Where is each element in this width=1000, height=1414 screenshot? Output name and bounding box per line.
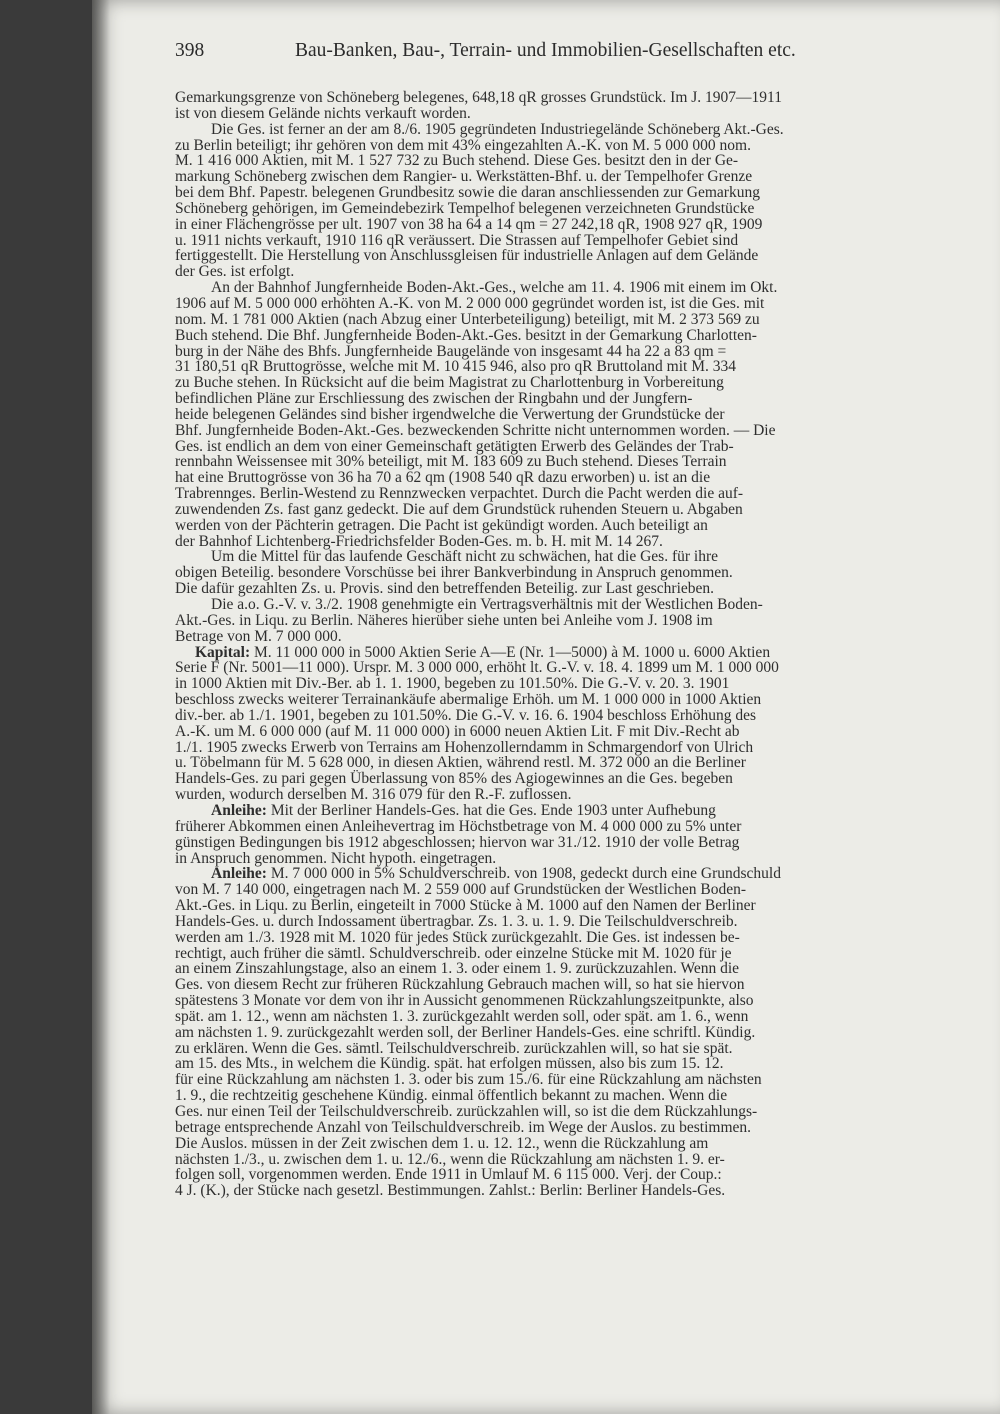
line-text: Buch stehend. Die Bhf. Jungfernheide Boden-Akt.-Ges. besitzt in der Gemarkung Charlotten-	[175, 326, 757, 344]
line-text: spät. am 1. 12., wenn am nächsten 1. 3. zurückgezahlt werden soll, oder spät. am 1. 6., wenn	[175, 1007, 749, 1025]
text-line	[175, 122, 1000, 138]
text-line	[175, 201, 1000, 217]
text-line	[175, 581, 1000, 597]
running-title: Bau-Banken, Bau-, Terrain- und Immobilien-Gesellschaften etc.	[295, 40, 796, 61]
line-text: Um die Mittel für das laufende Geschäft nicht zu schwächen, hat die Ges. für ihre	[211, 548, 719, 566]
line-text: rennbahn Weissensee mit 30% beteiligt, mit M. 183 609 zu Buch stehend. Dieses Terrain	[175, 453, 727, 471]
line-text: obigen Beteilig. besondere Vorschüsse bei ihrer Bankverbindung in Anspruch genommen.	[175, 564, 733, 582]
text-line	[175, 851, 1000, 867]
line-text: zu Berlin beteiligt; ihr gehören von dem mit 43% eingezahlten A.-K. von M. 5 000 000 nom.	[175, 136, 751, 154]
line-text: zu erklären. Wenn die Ges. sämtl. Teilschuldverschreib. zurückzahlen will, so hat sie spät.	[175, 1039, 733, 1057]
text-line	[175, 930, 1000, 946]
text-line	[175, 153, 1000, 169]
text-line	[175, 391, 1000, 407]
text-line	[175, 185, 1000, 201]
line-text: Ges. nur einen Teil der Teilschuldverschreib. zurückzahlen will, so ist die dem Rückzahlungs-	[175, 1103, 758, 1120]
text-line	[175, 835, 1000, 851]
text-line	[175, 1056, 1000, 1072]
line-text: 1. 9., die rechtzeitig geschehene Kündig. einmal öffentlich bekannt zu machen. Wenn die	[175, 1087, 728, 1105]
text-line	[175, 296, 1000, 312]
line-text: in Anspruch genommen. Nicht hypoth. eingetragen.	[175, 849, 497, 867]
line-text: zuwendenden Zs. fast ganz gedeckt. Die auf dem Grundstück ruhenden Steuern u. Abgaben	[175, 500, 743, 518]
text-line	[175, 549, 1000, 565]
text-line	[175, 248, 1000, 264]
line-text: befindlichen Pläne zur Erschliessung des zwischen der Ringbahn und der Jungfern-	[175, 390, 693, 408]
line-text: burg in der Nähe des Bhfs. Jungfernheide Baugelände von insgesamt 44 ha 22 a 83 qm =	[175, 342, 727, 360]
line-text: Bhf. Jungfernheide Boden-Akt.-Ges. bezweckenden Schritte nicht unternommen worden. — Die	[175, 421, 776, 439]
text-line	[175, 1136, 1000, 1152]
line-text: Ges. von diesem Recht zur früheren Rückzahlung Gebrauch machen will, so hat sie hiervon	[175, 976, 745, 994]
line-text: Die Ges. ist ferner an der am 8./6. 1905 gegründeten Industriegelände Schöneberg Akt.-Ges.	[211, 120, 784, 138]
text-line	[175, 676, 1000, 692]
line-text: rechtigt, auch früher die sämtl. Schuldverschreib. oder einzelne Stücke mit M. 1020 für je	[175, 944, 732, 962]
line-text: 31 180,51 qR Bruttogrösse, welche mit M. 10 415 946, also pro qR Bruttoland mit M. 334	[175, 358, 736, 376]
text-line	[175, 1009, 1000, 1025]
line-text: werden am 1./3. 1928 mit M. 1020 für jedes Stück zurückgezahlt. Die Ges. ist indessen be-	[175, 928, 740, 946]
text-line	[175, 407, 1000, 423]
line-text: früherer Abkommen einen Anleihevertrag im Höchstbetrage von M. 4 000 000 zu 5% unter	[175, 817, 742, 835]
text-line	[175, 534, 1000, 550]
line-text: beschloss zwecks weiterer Terrainankäufe abermalige Erhöh. um M. 1 000 000 in 1000 Aktien	[175, 691, 762, 709]
text-line	[175, 1088, 1000, 1104]
text-line	[175, 359, 1000, 375]
line-text: am nächsten 1. 9. zurückgezahlt werden soll, der Berliner Handels-Ges. eine schriftl. Kündig.	[175, 1023, 756, 1041]
text-line	[175, 946, 1000, 962]
text-line	[175, 502, 1000, 518]
line-text: der Bahnhof Lichtenberg-Friedrichsfelder Boden-Ges. m. b. H. mit M. 14 267.	[175, 532, 663, 550]
line-text: hat eine Bruttogrösse von 36 ha 70 a 62 qm (1908 540 qR dazu erworben) u. ist an die	[175, 469, 711, 487]
text-line	[175, 977, 1000, 993]
text-line	[175, 280, 1000, 296]
text-line	[175, 819, 1000, 835]
text-line	[175, 454, 1000, 470]
line-text: div.-ber. ab 1./1. 1901, begeben zu 101.50%. Die G.-V. v. 16. 6. 1904 beschloss Erhöhung des	[175, 706, 757, 724]
text-line	[175, 755, 1000, 771]
line-text: Handels-Ges. zu pari gegen Überlassung von 85% des Agiogewinnes an die Ges. begeben	[175, 770, 733, 788]
line-text: nächsten 1./3., u. zwischen dem 1. u. 12./6., wenn die Rückzahlung am nächsten 1. 9. er-	[175, 1150, 725, 1168]
line-text: M. 1 416 000 Aktien, mit M. 1 527 732 zu Buch stehend. Diese Ges. besitzt den in der Ge-	[175, 152, 739, 170]
line-text: Betrage von M. 7 000 000.	[175, 627, 342, 645]
line-text: in 1000 Aktien mit Div.-Ber. ab 1. 1. 1900, begeben zu 101.50%. Die G.-V. v. 20. 3. 1901	[175, 675, 730, 693]
text-line	[175, 106, 1000, 122]
text-line	[175, 724, 1000, 740]
text-line	[175, 439, 1000, 455]
line-text: heide belegenen Geländes sind bisher irgendwelche die Verwertung der Grundstücke der	[175, 405, 725, 423]
line-text: Akt.-Ges. in Liqu. zu Berlin. Näheres hierüber siehe unten bei Anleihe vom J. 1908 im	[175, 611, 713, 629]
text-line	[175, 1120, 1000, 1136]
section-label: Anleihe:	[211, 865, 267, 883]
line-text: ist von diesem Gelände nichts verkauft worden.	[175, 104, 471, 122]
line-text: M. 7 000 000 in 5% Schuldverschreib. von 1908, gedeckt durch eine Grundschuld	[266, 865, 781, 883]
text-line	[175, 565, 1000, 581]
line-text: Akt.-Ges. in Liqu. zu Berlin, eingeteilt in 7000 Stücke à M. 1000 auf den Namen der Berliner	[175, 897, 756, 915]
line-text: an einem Zinszahlungstage, also an einem 1. 3. oder einem 1. 9. zurückzuzahlen. Wenn die	[175, 960, 740, 978]
text-line	[175, 264, 1000, 280]
line-text: wurden, wodurch derselben M. 316 079 für den R.-F. zuflossen.	[175, 786, 572, 804]
line-text: u. 1911 nichts verkauft, 1910 116 qR veräussert. Die Strassen auf Tempelhofer Gebiet sind	[175, 231, 739, 249]
line-text: Handels-Ges. u. durch Indossament übertragbar. Zs. 1. 3. u. 1. 9. Die Teilschuldverschreib.	[175, 912, 738, 930]
text-line	[175, 993, 1000, 1009]
text-line	[175, 1183, 1000, 1199]
text-line	[175, 1041, 1000, 1057]
page-number: 398	[175, 40, 205, 61]
text-line	[175, 217, 1000, 233]
text-line	[175, 898, 1000, 914]
text-line	[175, 961, 1000, 977]
line-text: der Ges. ist erfolgt.	[175, 263, 295, 281]
line-text: fertiggestellt. Die Herstellung von Anschlussgleisen für industrielle Anlagen auf dem Gelände	[175, 247, 759, 265]
line-text: Trabrennges. Berlin-Westend zu Rennzwecken verpachtet. Durch die Pacht werden die auf-	[175, 485, 744, 503]
page-header	[175, 40, 985, 72]
body-text	[175, 90, 1000, 1199]
text-line	[175, 692, 1000, 708]
text-line	[175, 629, 1000, 645]
text-line	[175, 90, 1000, 106]
text-line	[175, 518, 1000, 534]
line-text: M. 11 000 000 in 5000 Aktien Serie A—E (Nr. 1—5000) à M. 1000 u. 6000 Aktien	[250, 643, 771, 661]
text-line	[175, 787, 1000, 803]
line-text: markung Schöneberg zwischen dem Rangier- u. Werkstätten-Bhf. u. der Tempelhofer Grenze	[175, 168, 753, 186]
text-line	[175, 1152, 1000, 1168]
line-text: Die dafür gezahlten Zs. u. Provis. sind den betreffenden Beteilig. zur Last geschrieben.	[175, 580, 715, 598]
section-label: Anleihe:	[211, 801, 267, 819]
text-line	[175, 866, 1000, 882]
line-text: zu Buche stehen. In Rücksicht auf die beim Magistrat zu Charlottenburg in Vorbereitung	[175, 374, 724, 392]
text-line	[175, 233, 1000, 249]
line-text: bei dem Bhf. Papestr. belegenen Grundbesitz sowie die daran anschliessenden zur Gemarkung	[175, 184, 760, 202]
text-line	[175, 1072, 1000, 1088]
text-line	[175, 1167, 1000, 1183]
text-line	[175, 771, 1000, 787]
text-line	[175, 708, 1000, 724]
text-line	[175, 803, 1000, 819]
line-text: am 15. des Mts., in welchem die Kündig. spät. hat erfolgen müssen, also bis zum 15. 12.	[175, 1055, 724, 1073]
text-line	[175, 344, 1000, 360]
spine-shadow	[92, 0, 110, 1414]
text-line	[175, 423, 1000, 439]
line-text: nom. M. 1 781 000 Aktien (nach Abzug einer Unterbeteiligung) beteiligt, mit M. 2 373 569 zu	[175, 310, 760, 328]
text-line	[175, 613, 1000, 629]
text-line	[175, 375, 1000, 391]
text-line	[175, 138, 1000, 154]
line-text: werden von der Pächterin getragen. Die Pacht ist gekündigt worden. Auch beteiligt an	[175, 516, 708, 534]
line-text: An der Bahnhof Jungfernheide Boden-Akt.-Ges., welche am 11. 4. 1906 mit einem im Okt.	[211, 279, 778, 297]
section-label: Kapital:	[195, 643, 251, 661]
book-page	[92, 0, 1000, 1414]
line-text: 4 J. (K.), der Stücke nach gesetzl. Bestimmungen. Zahlst.: Berlin: Berliner Handels-Ges.	[175, 1182, 726, 1200]
line-text: für eine Rückzahlung am nächsten 1. 3. oder bis zum 15./6. für eine Rückzahlung am nächsten	[175, 1071, 762, 1089]
text-line	[175, 645, 1000, 661]
text-line	[175, 312, 1000, 328]
line-text: 1./1. 1905 zwecks Erwerb von Terrains am Hohenzollerndamm in Schmargendorf von Ulrich	[175, 738, 754, 756]
line-text: folgen soll, vorgenommen werden. Ende 1911 in Umlauf M. 6 115 000. Verj. der Coup.:	[175, 1166, 722, 1184]
text-line	[175, 597, 1000, 613]
line-text: Gemarkungsgrenze von Schöneberg belegenes, 648,18 qR grosses Grundstück. Im J. 1907—1911	[175, 89, 782, 106]
text-line	[175, 470, 1000, 486]
line-text: Mit der Berliner Handels-Ges. hat die Ges. Ende 1903 unter Aufhebung	[266, 801, 716, 819]
line-text: u. Töbelmann für M. 5 628 000, in diesen Aktien, während restl. M. 372 000 an die Berliner	[175, 754, 746, 772]
text-line	[175, 169, 1000, 185]
line-text: spätestens 3 Monate vor dem von ihr in Aussicht genommenen Rückzahlungszeitpunkte, also	[175, 992, 754, 1010]
text-line	[175, 914, 1000, 930]
line-text: betrage entsprechende Anzahl von Teilschuldverschreib. im Wege der Auslos. zu bestimmen.	[175, 1118, 752, 1136]
line-text: 1906 auf M. 5 000 000 erhöhten A.-K. von M. 2 000 000 gegründet worden ist, ist die Ges. mit	[175, 294, 765, 312]
line-text: A.-K. um M. 6 000 000 (auf M. 11 000 000) in 6000 neuen Aktien Lit. F mit Div.-Recht ab	[175, 722, 740, 740]
line-text: in einer Flächengrösse per ult. 1907 von 38 ha 64 a 14 qm = 27 242,18 qR, 1908 927 qR, 1909	[175, 215, 763, 233]
line-text: von M. 7 140 000, eingetragen nach M. 2 559 000 auf Grundstücken der Westlichen Boden-	[175, 881, 746, 899]
text-line	[175, 1104, 1000, 1120]
text-line	[175, 1025, 1000, 1041]
text-line	[175, 740, 1000, 756]
text-line	[175, 882, 1000, 898]
line-text: Die a.o. G.-V. v. 3./2. 1908 genehmigte ein Vertragsverhältnis mit der Westlichen Boden-	[211, 596, 763, 613]
line-text: Serie F (Nr. 5001—11 000). Urspr. M. 3 000 000, erhöht lt. G.-V. v. 18. 4. 1899 um M. 1 000 000	[175, 659, 779, 677]
text-line	[175, 486, 1000, 502]
line-text: günstigen Bedingungen bis 1912 abgeschlossen; hiervon war 31./12. 1910 der volle Betrag	[175, 833, 740, 851]
text-line	[175, 660, 1000, 676]
line-text: Schöneberg gehörigen, im Gemeindebezirk Tempelhof belegenen verzeichneten Grundstücke	[175, 199, 755, 217]
line-text: Die Auslos. müssen in der Zeit zwischen dem 1. u. 12. 12., wenn die Rückzahlung am	[175, 1134, 709, 1152]
line-text: Ges. ist endlich an dem von einer Gemeinschaft getätigten Erwerb des Geländes der Trab-	[175, 437, 734, 455]
text-line	[175, 328, 1000, 344]
